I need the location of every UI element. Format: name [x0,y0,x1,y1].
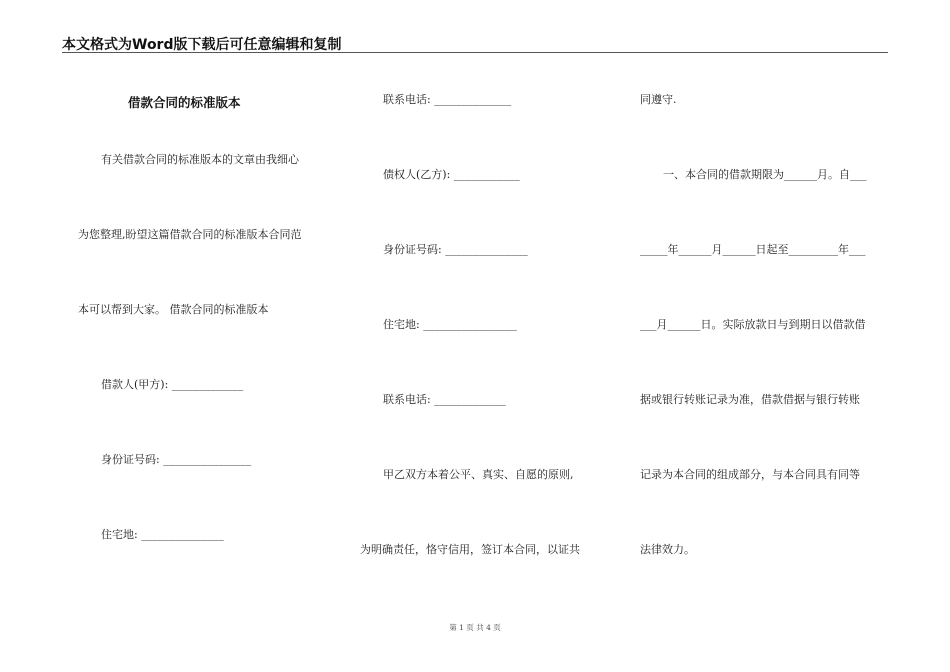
paragraph-line: 本可以帮到大家。 借款合同的标准版本 [78,303,269,316]
paragraph-line: 为您整理,盼望这篇借款合同的标准版本合同范 [78,228,302,241]
borrower-phone-field: 联系电话: ______________ [383,93,512,106]
lender-field: 债权人(乙方): ____________ [383,168,520,181]
page-number: 第 1 页 共 4 页 [449,623,501,632]
paragraph-line: _____年______月______日起至_________年___ [640,243,866,256]
paragraph-line: 一、本合同的借款期限为______月。自___ [663,168,867,181]
paragraph-line: 法律效力。 [640,543,695,556]
lender-id-field: 身份证号码: _______________ [383,243,528,256]
borrower-address-field: 住宅地: _______________ [101,528,224,541]
document-header: 本文格式为Word版下载后可任意编辑和复制 [62,37,342,53]
paragraph-line: 同遵守. [640,93,677,106]
paragraph-line: ___月______日。实际放款日与到期日以借款借 [640,318,866,331]
lender-address-field: 住宅地: _________________ [383,318,517,331]
header-divider [62,52,888,53]
borrower-field: 借款人(甲方): _____________ [101,378,244,391]
paragraph-line: 记录为本合同的组成部分，与本合同具有同等 [640,468,860,481]
paragraph-line: 有关借款合同的标准版本的文章由我细心 [101,153,299,166]
document-title: 借款合同的标准版本 [128,95,241,110]
borrower-id-field: 身份证号码: ________________ [101,453,252,466]
paragraph-line: 甲乙双方本着公平、真实、自愿的原则, [383,468,574,481]
lender-phone-field: 联系电话: _____________ [383,393,506,406]
paragraph-line: 据或银行转账记录为准，借款借据与银行转账 [640,393,860,406]
paragraph-line: 为明确责任，恪守信用，签订本合同，以证共 [360,543,580,556]
